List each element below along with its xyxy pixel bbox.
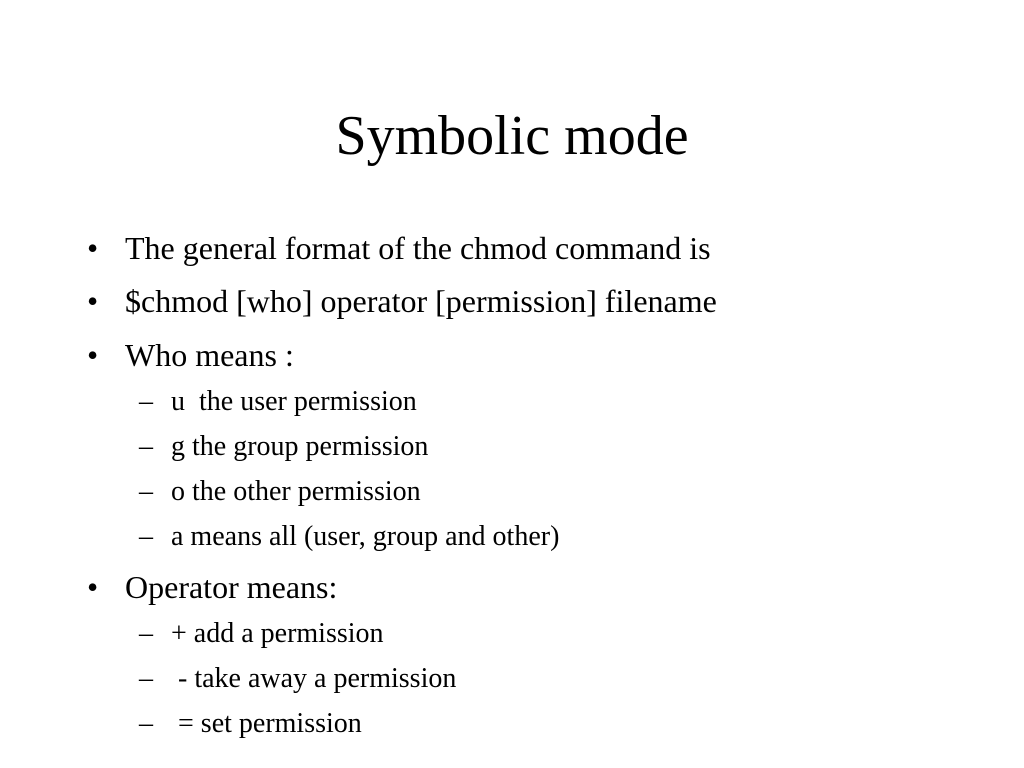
dash-marker: – <box>139 618 153 649</box>
sub-bullet-text: + add a permission <box>171 618 384 649</box>
bullet-marker: • <box>87 337 99 373</box>
slide-title: Symbolic mode <box>335 105 689 167</box>
sub-bullet-text: - take away a permission <box>171 663 457 694</box>
bullet-item <box>87 281 717 321</box>
bullet-text: The general format of the chmod command is <box>125 230 711 266</box>
sub-bullet-text: u the user permission <box>171 386 417 417</box>
dash-marker: – <box>139 476 153 507</box>
sub-bullet-item <box>139 429 429 465</box>
dash-marker: – <box>139 521 153 552</box>
dash-marker: – <box>139 708 153 739</box>
sub-bullet-item <box>139 661 457 697</box>
bullet-item <box>87 228 711 268</box>
bullet-item <box>87 567 338 607</box>
bullet-marker: • <box>87 230 99 266</box>
sub-bullet-item <box>139 519 560 555</box>
bullet-marker: • <box>87 569 99 605</box>
sub-bullet-item <box>139 616 384 652</box>
dash-marker: – <box>139 663 153 694</box>
sub-bullet-text: = set permission <box>171 708 362 739</box>
sub-bullet-item <box>139 474 421 510</box>
bullet-text: $chmod [who] operator [permission] filename <box>125 283 717 319</box>
bullet-item <box>87 335 294 375</box>
dash-marker: – <box>139 386 153 417</box>
bullet-text: Operator means: <box>125 569 338 605</box>
bullet-marker: • <box>87 283 99 319</box>
sub-bullet-item <box>139 384 417 420</box>
dash-marker: – <box>139 431 153 462</box>
sub-bullet-text: g the group permission <box>171 431 429 462</box>
sub-bullet-text: o the other permission <box>171 476 421 507</box>
sub-bullet-item <box>139 706 362 742</box>
sub-bullet-text: a means all (user, group and other) <box>171 521 560 552</box>
bullet-text: Who means : <box>125 337 294 373</box>
